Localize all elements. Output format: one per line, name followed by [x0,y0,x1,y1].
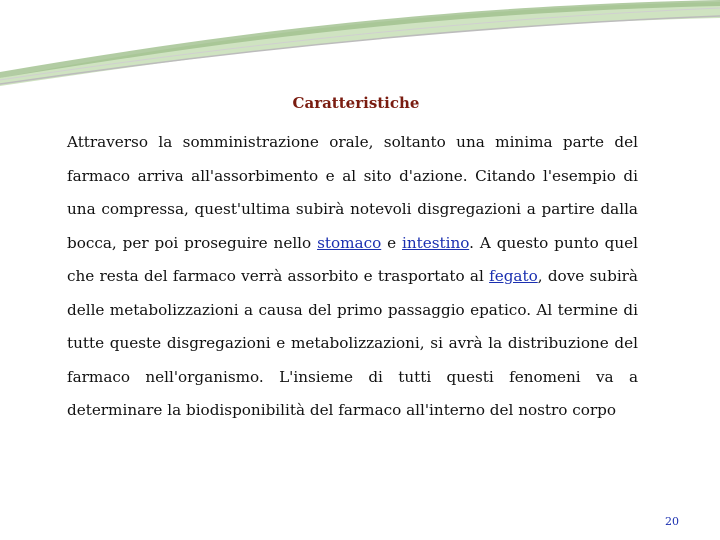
link-intestino[interactable]: intestino [402,233,470,252]
body-paragraph [67,126,638,428]
paragraph-part-4: , dove subirà delle metabolizzazioni a causa del primo passaggio epatico. Al termine di tutte queste disgregazioni e metabolizzazioni, si avrà la distribuzione del farmaco nell'organismo. L'insieme di tutti questi fenomeni va a determinare la biodisponibilità del farmaco all'interno del nostro corpo [67,267,638,419]
paragraph-part-1: Attraverso la somministrazione orale, soltanto una minima parte del farmaco arriva all'assorbimento e al sito d'azione. Citando l'esempio di una compressa, quest'ultima subirà notevoli disgregazioni a partire dalla bocca, per poi proseguire nello [67,133,638,252]
link-fegato[interactable]: fegato [489,267,538,285]
slide-title [0,94,720,112]
slide-title-text: Caratteristiche [292,94,420,112]
swoosh-green-band [0,2,720,86]
paragraph-part-2: e [381,233,403,252]
page-number: 20 [665,515,679,528]
paragraph-part-3: . A questo punto quel che resta del farmaco verrà assorbito e trasportato al [67,233,638,285]
decorative-swoosh [0,0,720,90]
link-stomaco[interactable]: stomaco [317,233,382,252]
